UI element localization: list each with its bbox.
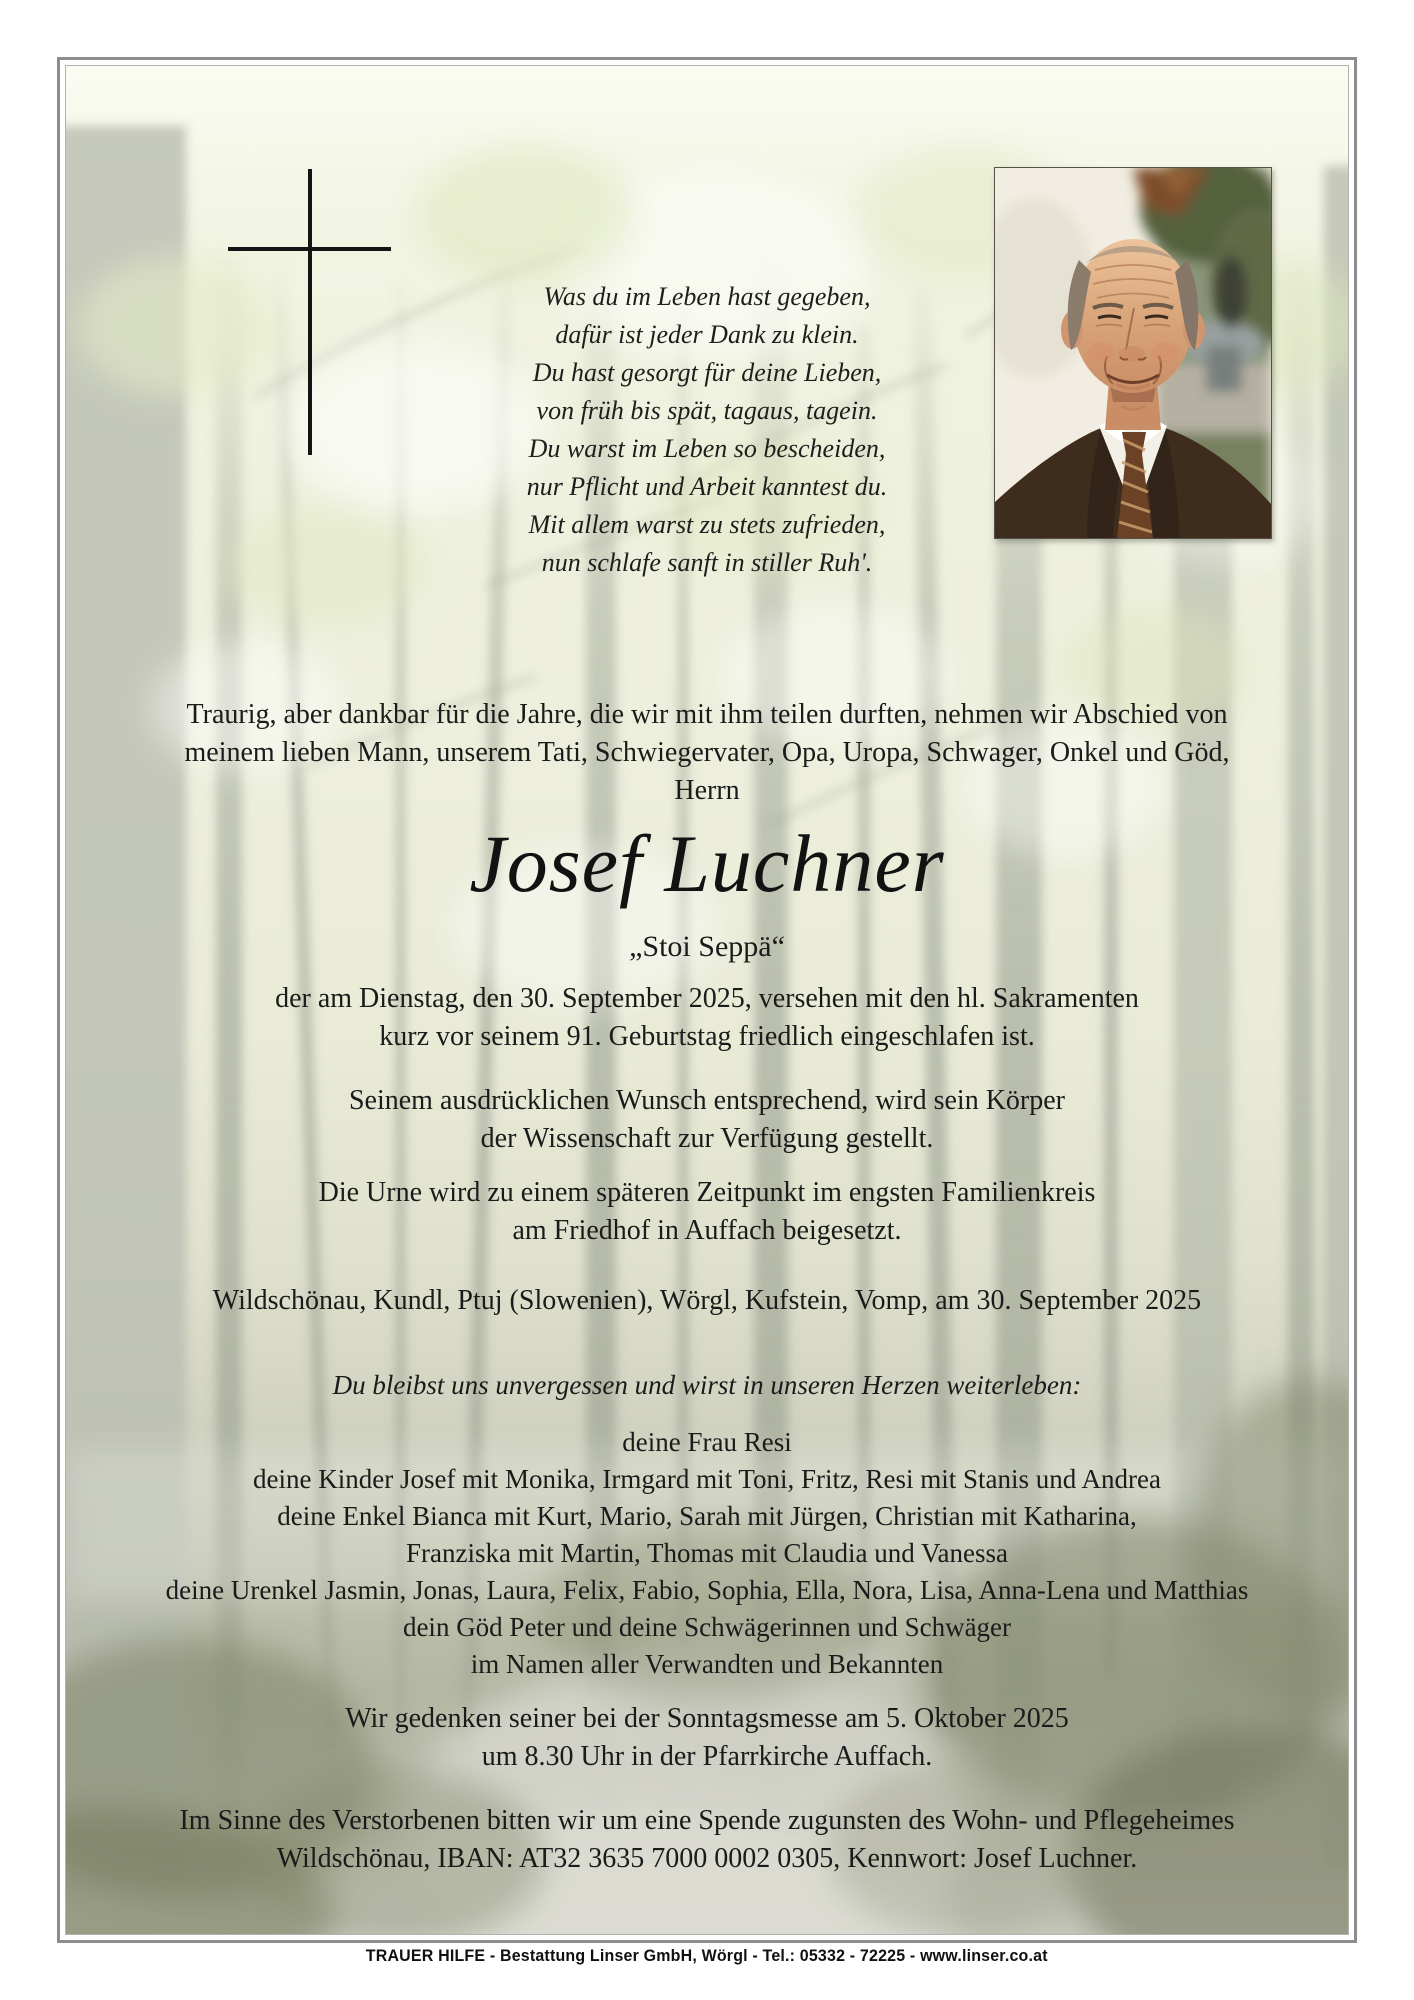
- urn-line: am Friedhof in Auffach beigesetzt.: [512, 1215, 902, 1246]
- intro-line: Traurig, aber dankbar für die Jahre, die wir mit ihm teilen durften, nehmen wir Abschied von: [186, 699, 1228, 730]
- farewell-line: Du bleibst uns unvergessen und wirst in unseren Herzen weiterleben:: [332, 1370, 1082, 1400]
- family-line: im Namen aller Verwandten und Bekannten: [470, 1649, 944, 1679]
- intro-line: Herrn: [674, 775, 740, 806]
- intro-line: meinem lieben Mann, unserem Tati, Schwiegervater, Opa, Uropa, Schwager, Onkel und Göd,: [184, 737, 1230, 768]
- funeral-home-footer-text: TRAUER HILFE - Bestattung Linser GmbH, Wörgl - Tel.: 05332 - 72225 - www.linser.co.at: [366, 1946, 1048, 1965]
- forest-photo-frame: [57, 57, 1357, 1943]
- mass-line: um 8.30 Uhr in der Pfarrkirche Auffach.: [481, 1741, 933, 1772]
- death-line: der am Dienstag, den 30. September 2025, versehen mit den hl. Sakramenten: [275, 983, 1139, 1014]
- poem-line: Was du im Leben hast gegeben,: [543, 282, 871, 311]
- urn-burial-info: [66, 1174, 1348, 1250]
- deceased-nickname: „Stoi Seppä“: [629, 930, 785, 963]
- cross-horizontal-bar: [228, 247, 391, 251]
- deceased-name: Josef Luchner: [469, 818, 945, 909]
- family-line: deine Frau Resi: [622, 1427, 792, 1457]
- death-line: kurz vor seinem 91. Geburtstag friedlich eingeschlafen ist.: [379, 1021, 1035, 1052]
- family-line: Franziska mit Martin, Thomas mit Claudia und Vanessa: [406, 1538, 1008, 1568]
- portrait-photo: [994, 167, 1272, 539]
- poem-line: Du hast gesorgt für deine Lieben,: [532, 358, 882, 387]
- donation-info: [66, 1802, 1348, 1878]
- intro-text: [66, 696, 1348, 810]
- donation-line: Wildschönau, IBAN: AT32 3635 7000 0002 0305, Kennwort: Josef Luchner.: [276, 1843, 1138, 1874]
- wish-line: der Wissenschaft zur Verfügung gestellt.: [480, 1123, 934, 1154]
- poem-line: dafür ist jeder Dank zu klein.: [555, 320, 859, 349]
- body-donation-wish: [66, 1082, 1348, 1158]
- family-line: deine Enkel Bianca mit Kurt, Mario, Sarah mit Jürgen, Christian mit Katharina,: [277, 1501, 1137, 1531]
- funeral-home-footer: [0, 1946, 1414, 1966]
- places-date-line: Wildschönau, Kundl, Ptuj (Slowenien), Wörgl, Kufstein, Vomp, am 30. September 2025: [212, 1285, 1202, 1316]
- mass-line: Wir gedenken seiner bei der Sonntagsmesse am 5. Oktober 2025: [345, 1703, 1069, 1734]
- poem-line: nur Pflicht und Arbeit kanntest du.: [526, 472, 888, 501]
- family-line: deine Kinder Josef mit Monika, Irmgard mit Toni, Fritz, Resi mit Stanis und Andrea: [253, 1464, 1161, 1494]
- urn-line: Die Urne wird zu einem späteren Zeitpunkt im engsten Familienkreis: [318, 1177, 1096, 1208]
- poem-line: nun schlafe sanft in stiller Ruh'.: [541, 548, 873, 577]
- forest-photo: [65, 65, 1349, 1935]
- portrait-photo-image: [995, 168, 1271, 538]
- memorial-mass-info: [66, 1700, 1348, 1776]
- poem-line: von früh bis spät, tagaus, tagein.: [536, 396, 878, 425]
- donation-line: Im Sinne des Verstorbenen bitten wir um eine Spende zugunsten des Wohn- und Pflegeheimes: [179, 1805, 1235, 1836]
- wish-line: Seinem ausdrücklichen Wunsch entsprechend, wird sein Körper: [348, 1085, 1066, 1116]
- death-announcement: [66, 980, 1348, 1056]
- family-line: dein Göd Peter und deine Schwägerinnen und Schwäger: [402, 1612, 1012, 1642]
- poem-line: Mit allem warst zu stets zufrieden,: [528, 510, 886, 539]
- family-line: deine Urenkel Jasmin, Jonas, Laura, Felix, Fabio, Sophia, Ella, Nora, Lisa, Anna-Lena und Matthias: [165, 1575, 1249, 1605]
- family-list: [66, 1424, 1348, 1683]
- poem-line: Du warst im Leben so bescheiden,: [528, 434, 886, 463]
